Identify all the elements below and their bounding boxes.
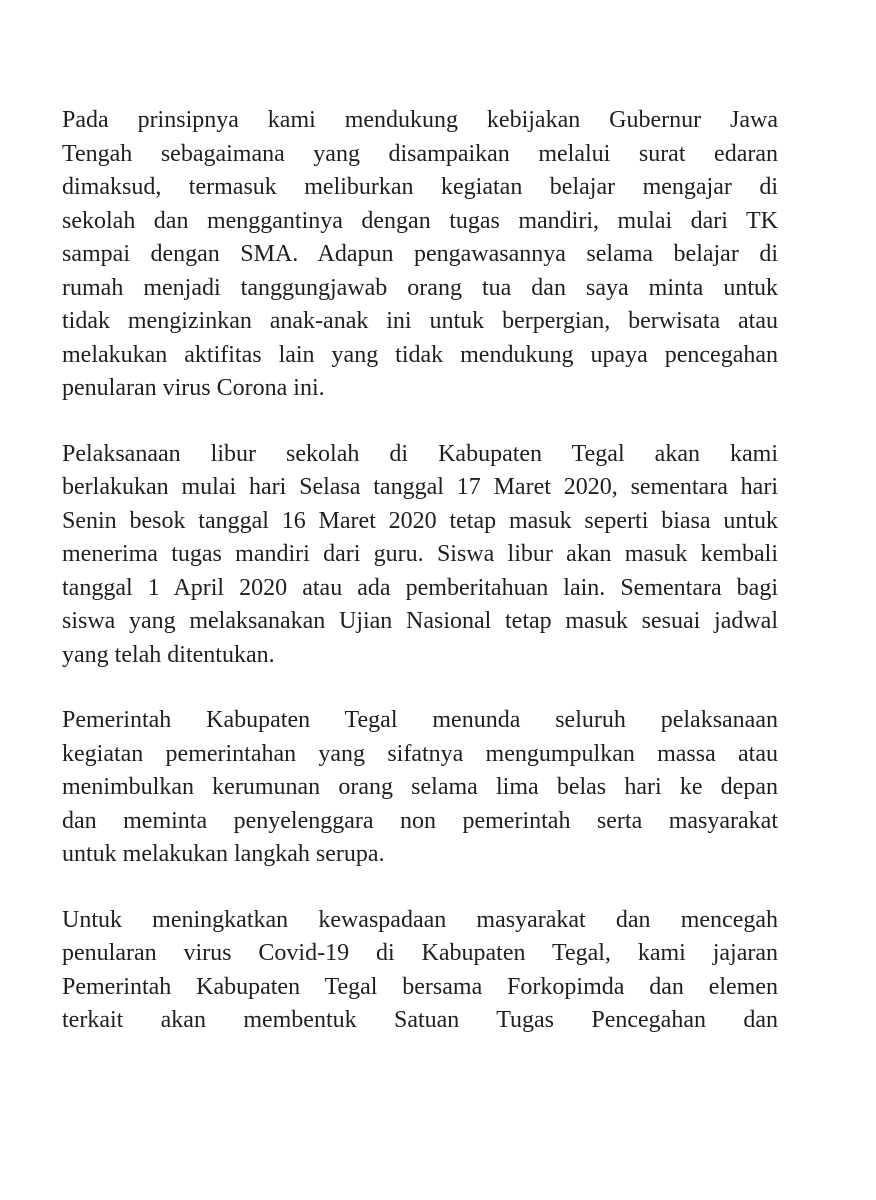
text-line: penularan virus Corona ini. bbox=[62, 375, 325, 401]
paragraph-holiday-schedule bbox=[62, 438, 778, 673]
paragraph-school-policy bbox=[62, 104, 778, 406]
text-line: dan meminta penyelenggara non pemerintah serta masyarakat bbox=[62, 807, 778, 834]
text-line: Pada prinsipnya kami mendukung kebijakan Gubernur Jawa bbox=[62, 107, 778, 133]
text-line: untuk melakukan langkah serupa. bbox=[62, 841, 385, 867]
text-line: Pelaksanaan libur sekolah di Kabupaten Tegal akan kami bbox=[62, 440, 778, 467]
text-line: kegiatan pemerintahan yang sifatnya mengumpulkan massa atau bbox=[62, 740, 778, 767]
text-line: menerima tugas mandiri dari guru. Siswa libur akan masuk kembali bbox=[62, 541, 778, 567]
text-line: Tengah sebagaimana yang disampaikan melalui surat edaran bbox=[62, 140, 778, 167]
text-line: Senin besok tanggal 16 Maret 2020 tetap masuk seperti biasa untuk bbox=[62, 507, 778, 534]
text-line: berlakukan mulai hari Selasa tanggal 17 Maret 2020, sementara hari bbox=[62, 474, 778, 500]
text-line: tidak mengizinkan anak-anak ini untuk berpergian, berwisata atau bbox=[62, 308, 778, 334]
text-line: siswa yang melaksanakan Ujian Nasional tetap masuk sesuai jadwal bbox=[62, 608, 778, 634]
text-line: rumah menjadi tanggungjawab orang tua dan saya minta untuk bbox=[62, 274, 778, 301]
paragraph-task-force bbox=[62, 904, 778, 1038]
text-line: melakukan aktifitas lain yang tidak mendukung upaya pencegahan bbox=[62, 341, 778, 368]
text-line: tanggal 1 April 2020 atau ada pemberitahuan lain. Sementara bagi bbox=[62, 574, 778, 601]
text-line: menimbulkan kerumunan orang selama lima belas hari ke depan bbox=[62, 774, 778, 800]
text-line: Pemerintah Kabupaten Tegal menunda seluruh pelaksanaan bbox=[62, 707, 778, 733]
text-line: Untuk meningkatkan kewaspadaan masyarakat dan mencegah bbox=[62, 906, 778, 933]
text-line: terkait akan membentuk Satuan Tugas Pencegahan dan bbox=[62, 1007, 778, 1033]
document-body bbox=[62, 104, 778, 1070]
text-line: yang telah ditentukan. bbox=[62, 641, 275, 668]
text-line: Pemerintah Kabupaten Tegal bersama Forkopimda dan elemen bbox=[62, 973, 778, 1000]
text-line: dimaksud, termasuk meliburkan kegiatan belajar mengajar di bbox=[62, 174, 778, 200]
text-line: sampai dengan SMA. Adapun pengawasannya selama belajar di bbox=[62, 241, 778, 267]
text-line: penularan virus Covid-19 di Kabupaten Tegal, kami jajaran bbox=[62, 940, 778, 966]
text-line: sekolah dan menggantinya dengan tugas mandiri, mulai dari TK bbox=[62, 207, 778, 234]
paragraph-government-activities bbox=[62, 704, 778, 872]
